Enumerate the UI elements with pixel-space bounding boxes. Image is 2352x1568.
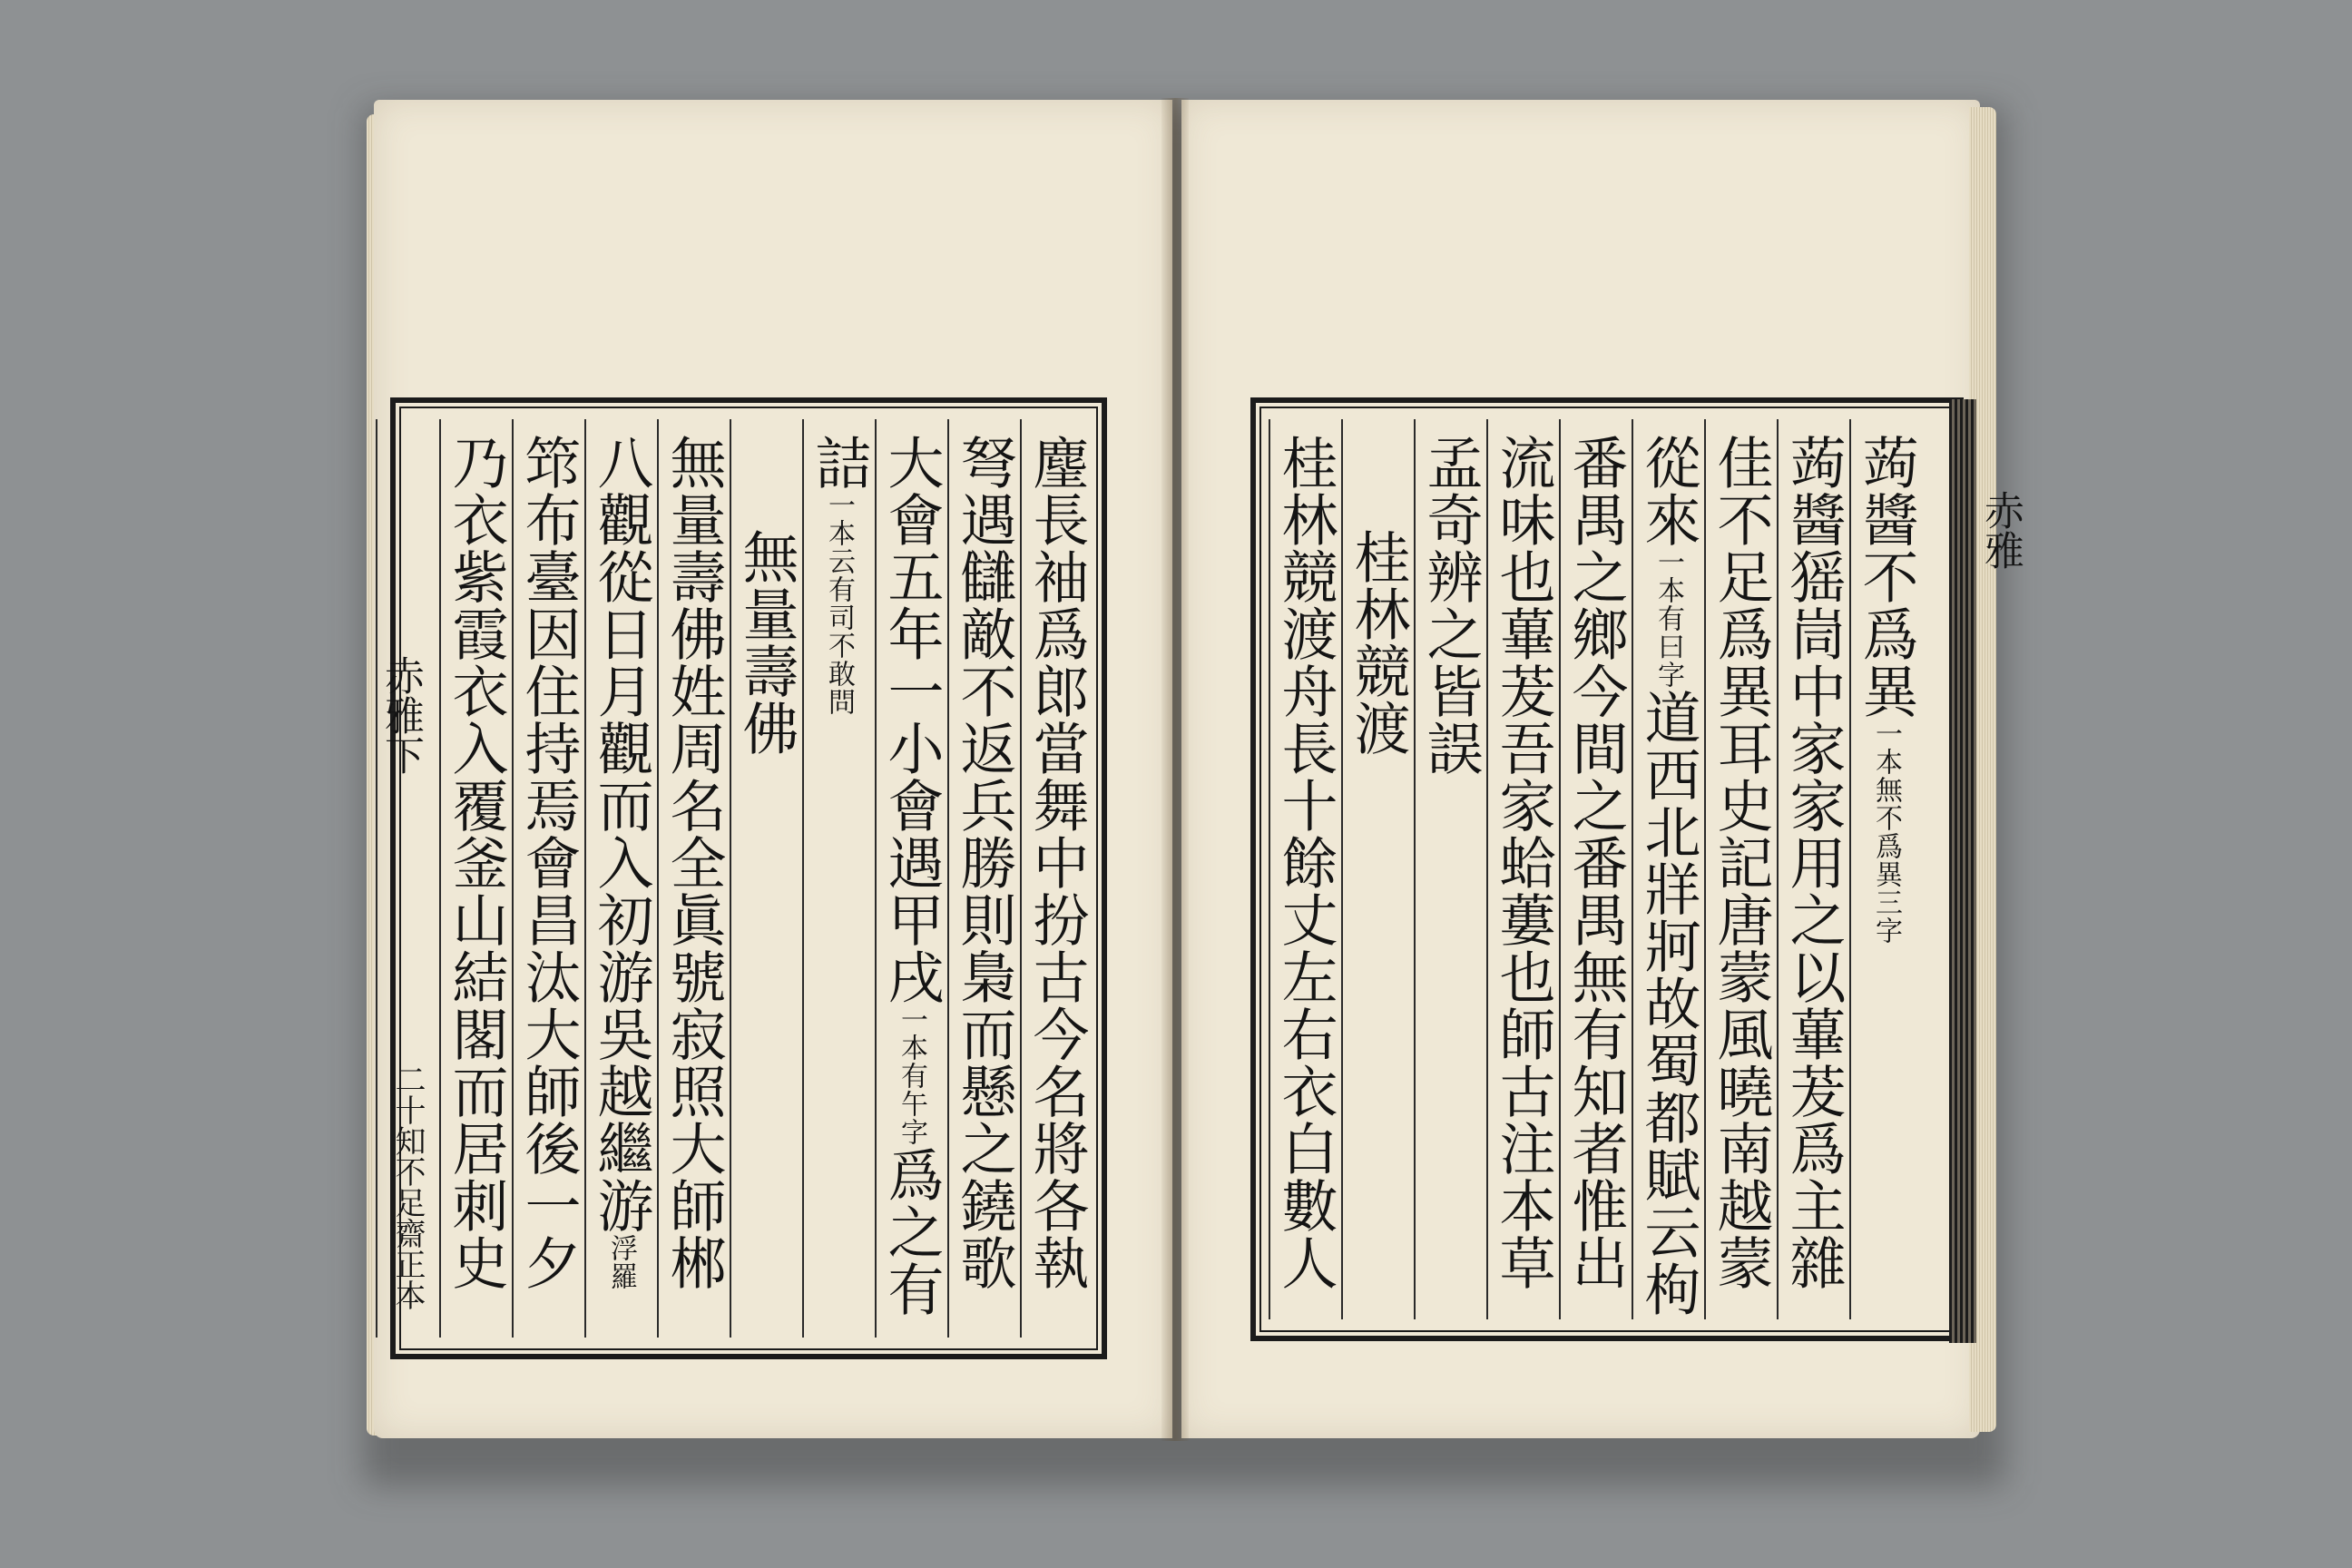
left-col-5-text: 無量壽佛 (733, 528, 799, 757)
left-col-8-text: 筇布臺因住持焉會昌汰大師後一夕 (515, 434, 582, 1291)
right-col-4 (1632, 419, 1704, 1319)
left-col-4-note: 一本云有司不敢問 (823, 491, 855, 716)
right-heart-title: 赤雅 (1977, 490, 2024, 570)
left-col-6-text: 無量壽佛姓周名全眞號寂照大師郴 (661, 434, 727, 1291)
left-col-1 (1020, 419, 1093, 1338)
left-heart-title: 赤雅下 (377, 655, 424, 775)
left-col-4 (802, 419, 875, 1338)
left-col-2-text: 弩遇讎敵不返兵勝則梟而懸之鐃歌 (951, 434, 1017, 1291)
left-text-frame (377, 397, 1107, 1359)
book-gutter (1161, 98, 1189, 1441)
right-col-2-text: 蒟醬猺峝中家家用之以蓽茇爲主雜 (1780, 434, 1847, 1291)
left-heart-footer: 二十知不足齋正本 (389, 1063, 426, 1310)
right-col-6-text: 流味也蓽茇吾家蛤蔞也師古注本草 (1490, 434, 1556, 1291)
right-col-9-text: 桂林競渡舟長十餘丈左右衣白數人 (1272, 434, 1338, 1291)
left-col-8 (512, 419, 584, 1338)
left-col-7-text: 八觀從日月觀而入初游吳越繼游 (588, 434, 654, 1234)
right-col-3-text: 佳不足爲異耳史記唐蒙風曉南越蒙 (1708, 434, 1774, 1291)
left-col-6 (657, 419, 730, 1338)
left-col-9-text: 乃衣紫霞衣入覆釜山結閣而居刺史 (443, 434, 509, 1291)
left-col-5-heading (730, 419, 802, 1338)
right-col-6 (1486, 419, 1559, 1319)
left-col-3-text: 大會五年一小會遇甲戌 (878, 434, 945, 1005)
right-columns (1269, 419, 1922, 1319)
right-col-7 (1414, 419, 1486, 1319)
right-col-3 (1704, 419, 1777, 1319)
right-col-8-heading (1341, 419, 1414, 1319)
left-columns (376, 419, 1093, 1338)
right-col-8-text: 桂林競渡 (1345, 528, 1411, 757)
right-col-9 (1269, 419, 1341, 1319)
right-col-4-text2: 道西北牂牁故蜀都賦云枸 (1635, 689, 1701, 1318)
right-col-1-text: 蒟醬不爲異 (1853, 434, 1919, 720)
right-col-1 (1849, 419, 1922, 1319)
left-col-1-text: 麈長袖爲郎當舞中扮古今名將各執 (1024, 434, 1090, 1291)
left-col-7 (584, 419, 657, 1338)
right-col-1-note: 一本無不爲異三字 (1870, 720, 1902, 945)
right-col-5 (1559, 419, 1632, 1319)
left-col-3 (875, 419, 947, 1338)
right-col-7-text: 孟奇辨之皆誤 (1417, 434, 1484, 777)
left-col-3-text2: 爲之有 (878, 1146, 945, 1318)
right-col-4-note: 一本有曰字 (1652, 548, 1684, 689)
left-col-4-lead: 詰 (806, 434, 872, 491)
right-col-4-text: 從來 (1635, 434, 1701, 548)
left-col-2 (947, 419, 1020, 1338)
right-text-frame (1250, 397, 1964, 1341)
left-page-centerfold (376, 419, 439, 1338)
left-col-3-note: 一本有午字 (896, 1005, 927, 1146)
left-col-9 (439, 419, 512, 1338)
left-col-7-note: 浮羅 (605, 1234, 637, 1290)
right-col-5-text: 番禺之鄉今間之番禺無有知者惟出 (1563, 434, 1629, 1291)
right-col-2 (1777, 419, 1849, 1319)
